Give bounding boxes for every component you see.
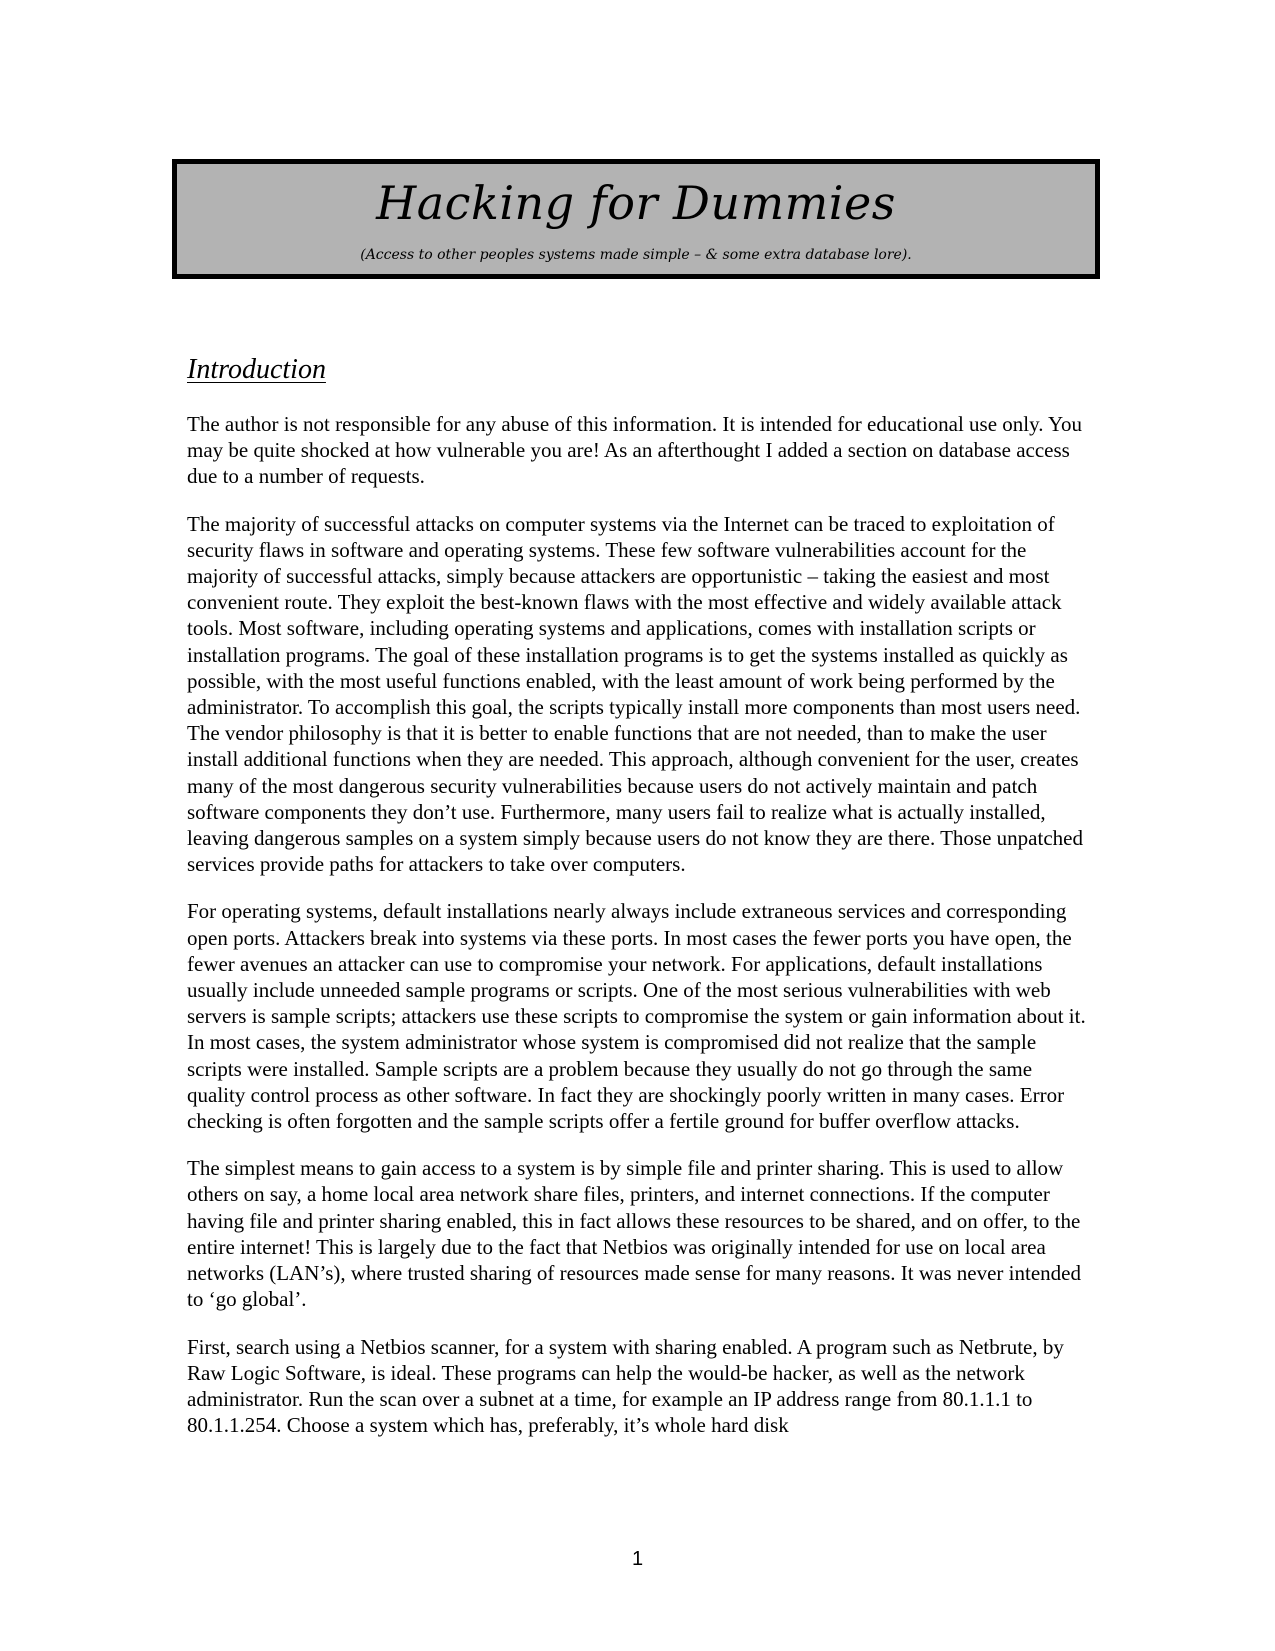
document-subtitle: (Access to other peoples systems made simple – & some extra database lore). [360,247,912,263]
document-title: Hacking for Dummies [376,176,896,230]
paragraph: The simplest means to gain access to a system is by simple file and printer sharing. This is used to allow others on say, a home local area network share files, printers, and internet connections. If the computer having file and printer sharing enabled, this in fact allows these resources to be shared, and on offer, to the entire internet! This is largely due to the fact that Netbios was originally intended for use on local area networks (LAN’s), where trusted sharing of resources made sense for many reasons. It was never intended to ‘go global’. [187,1156,1081,1312]
paragraph: First, search using a Netbios scanner, for a system with sharing enabled. A program such as Netbrute, by Raw Logic Software, is ideal. These programs can help the would-be hacker, as well as the network administrator. Run the scan over a subnet at a time, for example an IP address range from 80.1.1.1 to 80.1.1.254. Choose a system which has, preferably, it’s whole hard disk [187,1334,1064,1438]
page-number: 1 [631,1548,644,1570]
title-banner [172,159,1100,279]
paragraph: The author is not responsible for any abuse of this information. It is intended for educational use only. You may be quite shocked at how vulnerable you are! As an afterthought I added a section on database access due to a number of requests. [187,412,1083,489]
body-text [187,411,1087,1459]
section-heading: Introduction [187,354,326,385]
paragraph: For operating systems, default installations nearly always include extraneous services and corresponding open ports. Attackers break into systems via these ports. In most cases the fewer ports you have open, the fewer avenues an attacker can use to compromise your network. For applications, default installations usually include unneeded sample programs or scripts. One of the most serious vulnerabilities with web servers is sample scripts; attackers use these scripts to compromise the system or gain information about it. In most cases, the system administrator whose system is compromised did not realize that the sample scripts were installed. Sample scripts are a problem because they usually do not go through the same quality control process as other software. In fact they are shockingly poorly written in many cases. Error checking is often forgotten and the sample scripts offer a fertile ground for buffer overflow attacks. [187,899,1086,1134]
paragraph: The majority of successful attacks on computer systems via the Internet can be traced to exploitation of security flaws in software and operating systems. These few software vulnerabilities account for the majority of successful attacks, simply because attackers are opportunistic – taking the easiest and most convenient route. They exploit the best-known flaws with the most effective and widely available attack tools. Most software, including operating systems and applications, comes with installation scripts or installation programs. The goal of these installation programs is to get the systems installed as quickly as possible, with the most useful functions enabled, with the least amount of work being performed by the administrator. To accomplish this goal, the scripts typically install more components than most users need. The vendor philosophy is that it is better to enable functions that are not needed, than to make the user install additional functions when they are needed. This approach, although convenient for the user, creates many of the most dangerous security vulnerabilities because users do not actively maintain and patch software components they don’t use. Furthermore, many users fail to realize what is actually installed, leaving dangerous samples on a system simply because users do not know they are there. Those unpatched services provide paths for attackers to take over computers. [187,511,1083,877]
